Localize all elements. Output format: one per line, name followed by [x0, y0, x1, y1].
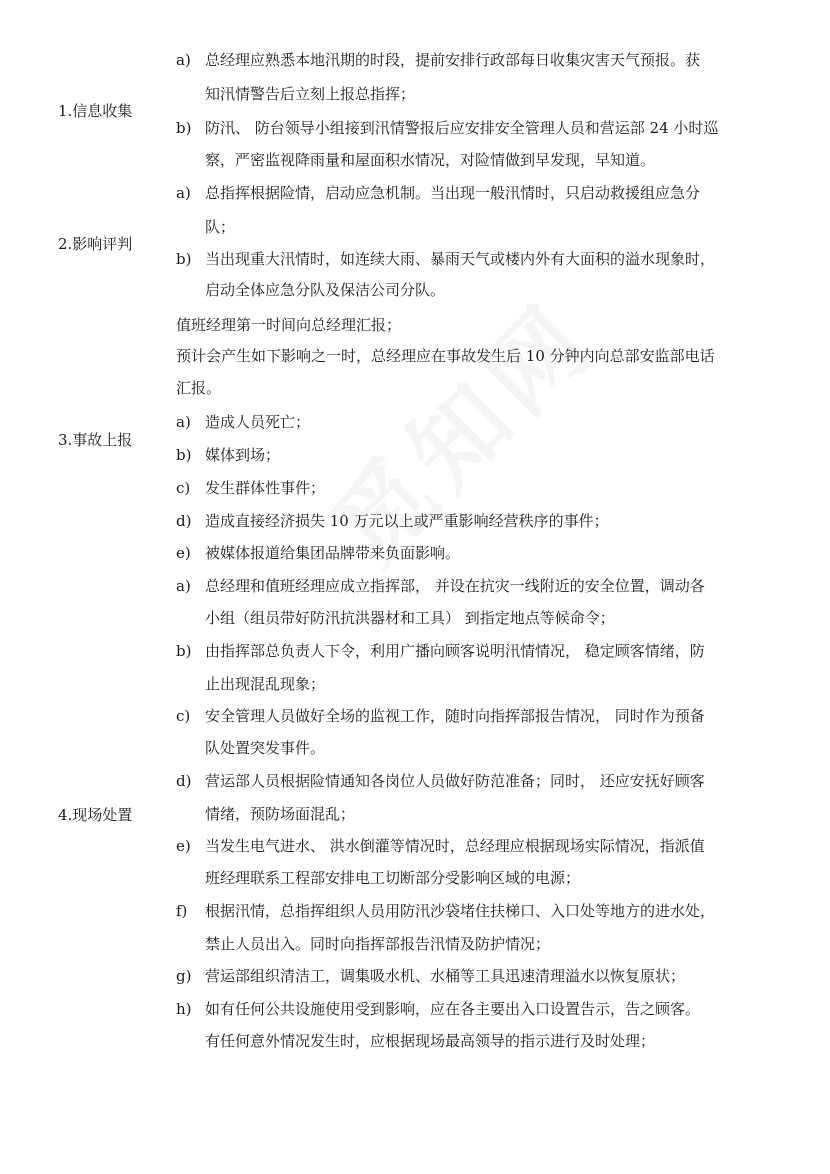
- item-marker: b): [176, 119, 192, 137]
- item-marker: d): [176, 512, 192, 530]
- item-line: 当发生电气进水、 洪水倒灌等情况时，总经理应根据现场实际情况，指派值: [205, 837, 705, 855]
- item-line: 总指挥根据险情，启动应急机制。当出现一般汛情时，只启动救援组应急分: [205, 184, 701, 202]
- item-line: 当出现重大汛情时，如连续大雨、暴雨天气或楼内外有大面积的溢水现象时，: [205, 250, 716, 268]
- paragraph-line: 预计会产生如下影响之一时，总经理应在事故发生后 10 分钟内向总部安监部电话: [176, 347, 715, 365]
- item-line: 队处置突发事件。: [205, 739, 326, 757]
- item-line: 班经理联系工程部安排电工切断部分受影响区域的电源；: [205, 869, 581, 887]
- item-line: 如有任何公共设施使用受到影响，应在各主要出入口设置告示，告之顾客。: [205, 1000, 701, 1018]
- item-marker: d): [176, 772, 192, 790]
- section-label-info-collection: 1.信息收集: [58, 102, 133, 120]
- item-line: 队；: [205, 218, 236, 236]
- item-line: 安全管理人员做好全场的监视工作，随时向指挥部报告情况， 同时作为预备: [205, 707, 705, 725]
- item-line: 总经理和值班经理应成立指挥部， 并设在抗灾一线附近的安全位置，调动各: [205, 577, 705, 595]
- paragraph-line: 值班经理第一时间向总经理汇报；: [176, 316, 402, 334]
- item-marker: e): [176, 544, 191, 562]
- item-marker: f): [176, 902, 188, 920]
- paragraph-line: 汇报。: [176, 379, 222, 397]
- item-marker: b): [176, 250, 192, 268]
- item-marker: a): [176, 184, 191, 202]
- section-label-incident-report: 3.事故上报: [58, 431, 133, 449]
- item-line: 造成直接经济损失 10 万元以上或严重影响经营秩序的事件；: [205, 512, 609, 530]
- item-marker: h): [176, 1000, 192, 1018]
- item-line: 禁止人员出入。同时向指挥部报告汛情及防护情况；: [205, 935, 551, 953]
- item-marker: b): [176, 446, 192, 464]
- item-line: 防汛、 防台领导小组接到汛情警报后应安排安全管理人员和营运部 24 小时巡: [205, 119, 719, 137]
- item-line: 发生群体性事件；: [205, 479, 326, 497]
- item-line: 被媒体报道给集团品牌带来负面影响。: [205, 544, 461, 562]
- item-line: 造成人员死亡；: [205, 413, 311, 431]
- item-marker: c): [176, 479, 191, 497]
- item-line: 营运部人员根据险情通知各岗位人员做好防范准备；同时， 还应安抚好顾客: [205, 772, 705, 790]
- item-line: 止出现混乱现象；: [205, 675, 326, 693]
- item-line: 察，严密监视降雨量和屋面积水情况，对险情做到早发现，早知道。: [205, 151, 656, 169]
- item-marker: a): [176, 51, 191, 69]
- item-line: 根据汛情，总指挥组织人员用防汛沙袋堵住扶梯口、入口处等地方的进水处，: [205, 902, 716, 920]
- item-line: 启动全体应急分队及保洁公司分队。: [205, 281, 446, 299]
- item-marker: a): [176, 413, 191, 431]
- item-line: 媒体到场；: [205, 446, 281, 464]
- item-marker: c): [176, 707, 191, 725]
- item-line: 知汛情警告后立刻上报总指挥；: [205, 85, 416, 103]
- item-marker: e): [176, 837, 191, 855]
- item-marker: g): [176, 967, 192, 985]
- item-line: 营运部组织清洁工，调集吸水机、水桶等工具迅速清理溢水以恢复原状；: [205, 967, 686, 985]
- item-line: 由指挥部总负责人下令，利用广播向顾客说明汛情情况， 稳定顾客情绪，防: [205, 642, 705, 660]
- item-line: 有任何意外情况发生时，应根据现场最高领导的指示进行及时处理；: [205, 1032, 656, 1050]
- section-label-impact-assessment: 2.影响评判: [58, 235, 133, 253]
- item-marker: b): [176, 642, 192, 660]
- item-line: 情绪，预防场面混乱；: [205, 805, 356, 823]
- item-marker: a): [176, 577, 191, 595]
- section-label-onsite-handling: 4.现场处置: [58, 806, 133, 824]
- item-line: 总经理应熟悉本地汛期的时段，提前安排行政部每日收集灾害天气预报。获: [205, 51, 701, 69]
- item-line: 小组（组员带好防汛抗洪器材和工具） 到指定地点等候命令；: [205, 609, 615, 627]
